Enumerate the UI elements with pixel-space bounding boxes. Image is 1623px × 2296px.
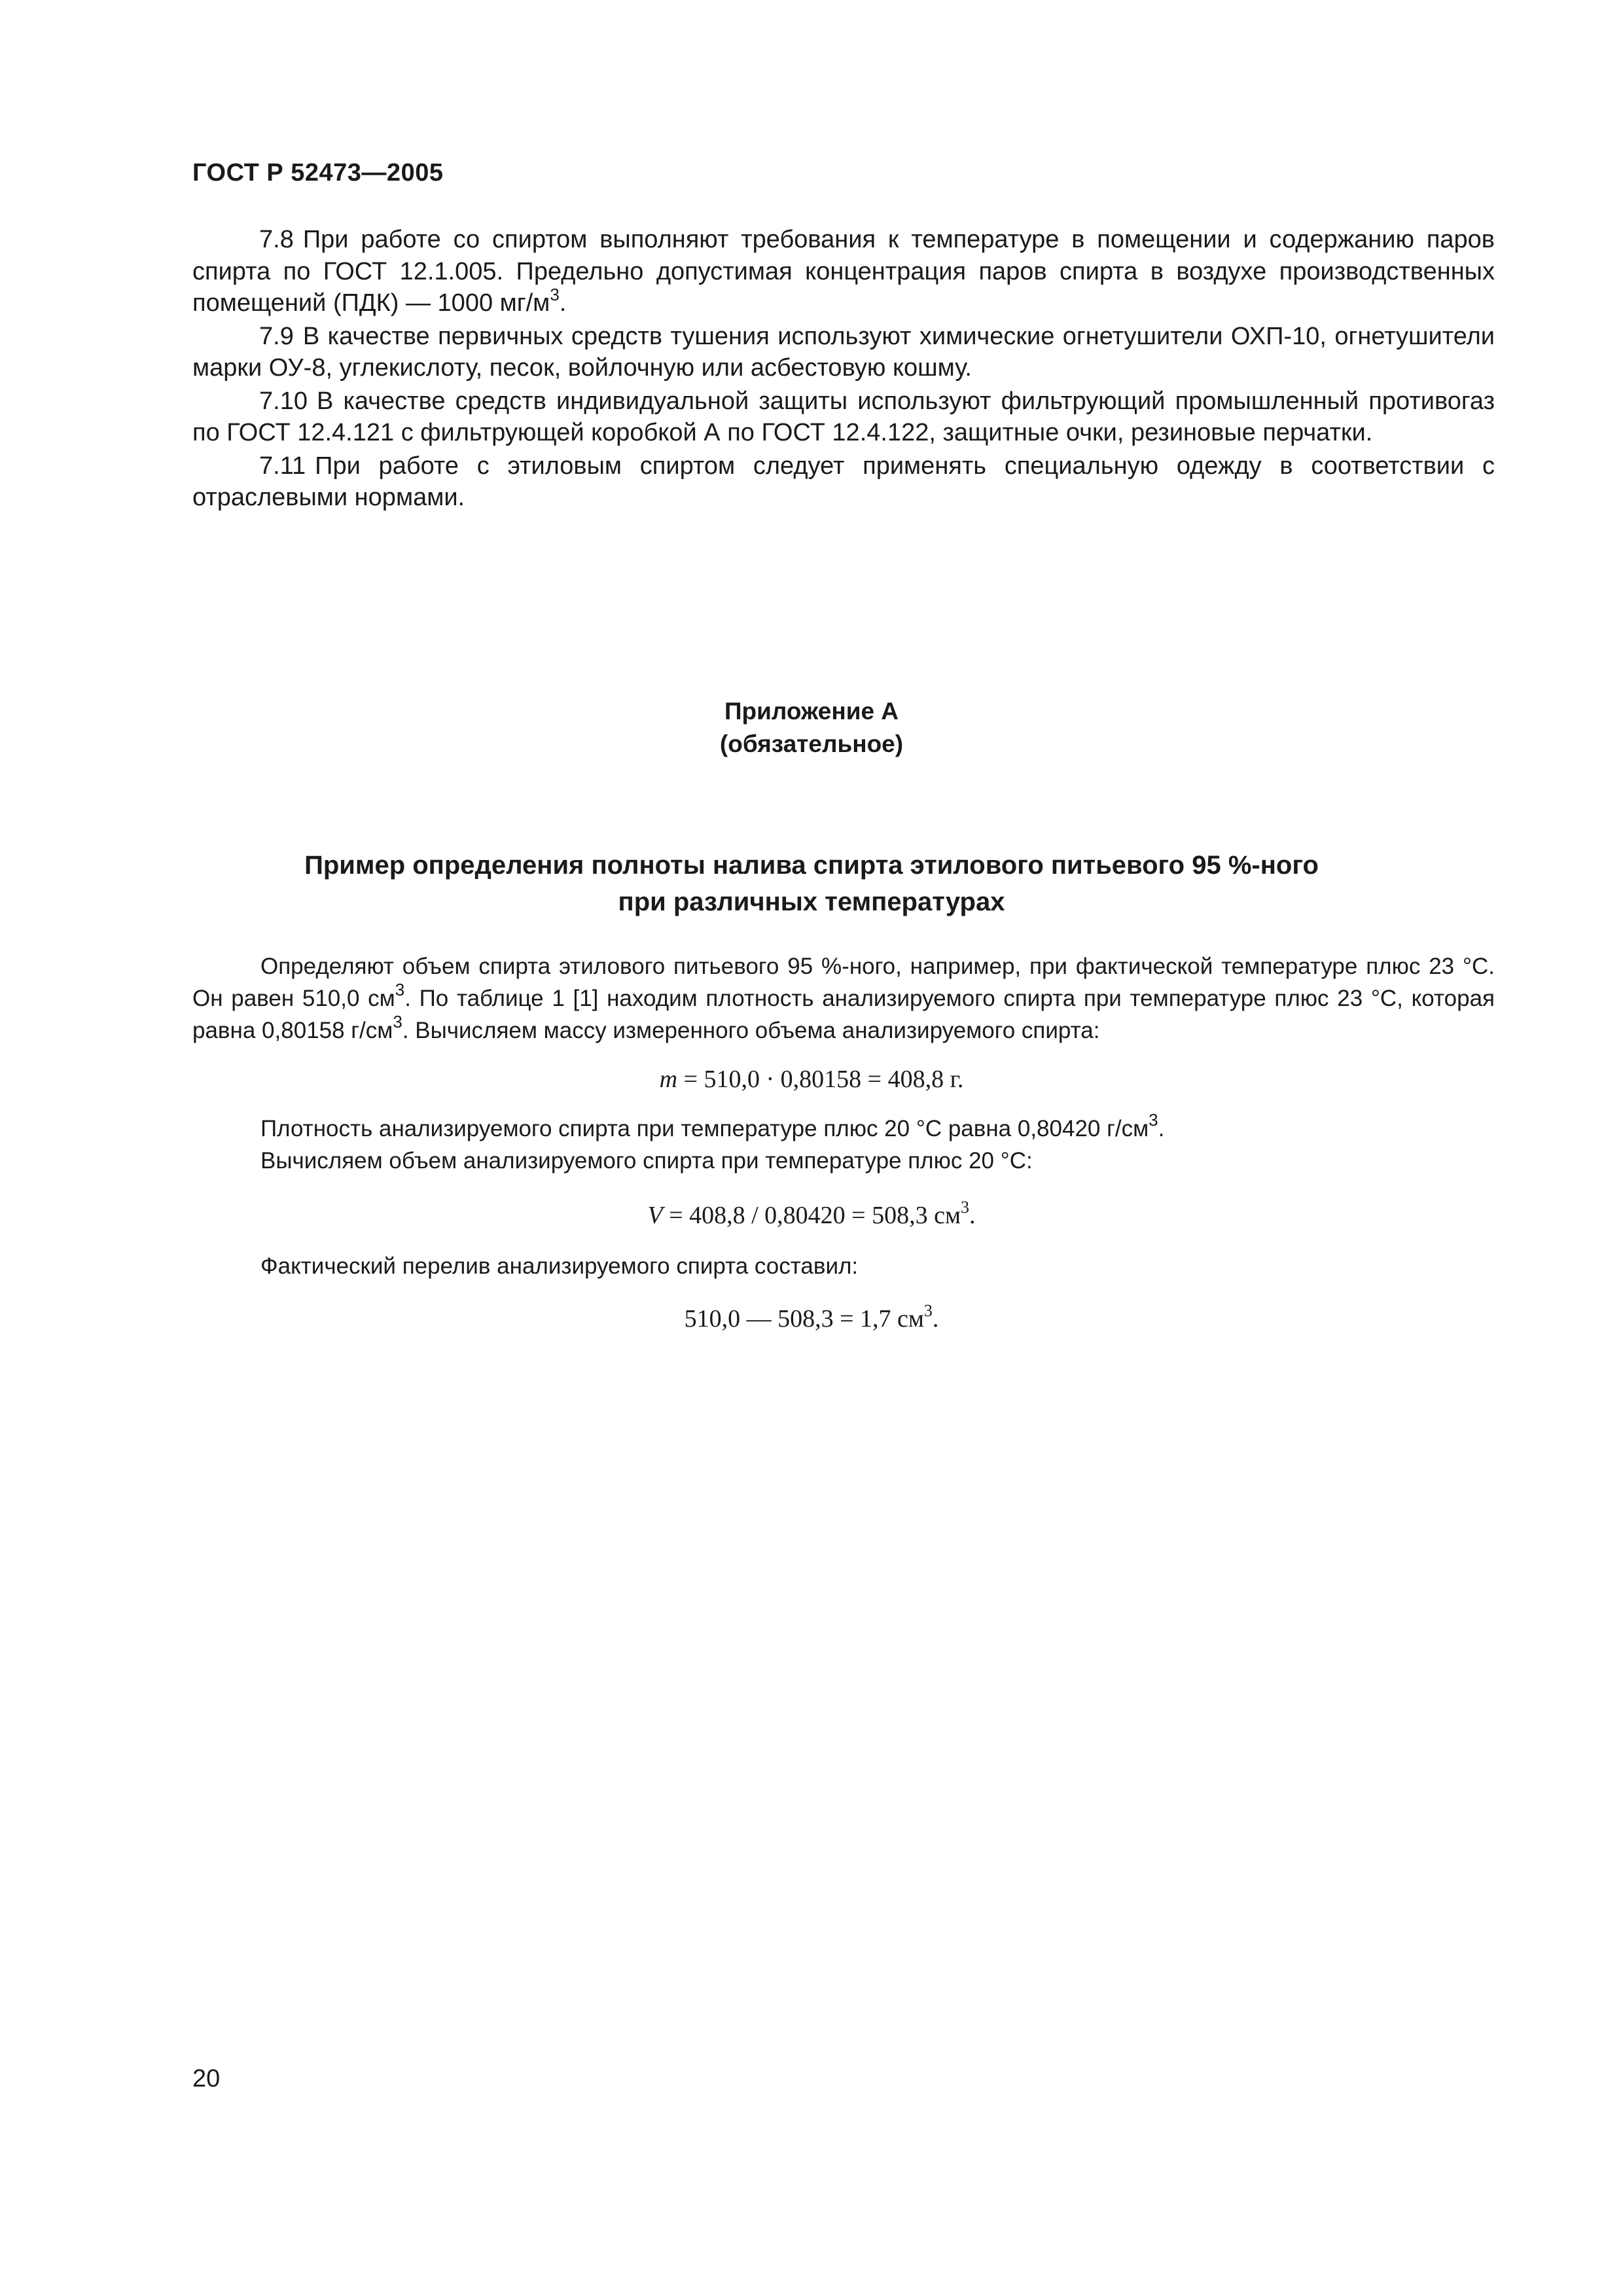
formula-variable: V bbox=[647, 1202, 663, 1229]
example-intro-paragraph bbox=[192, 950, 1495, 1047]
intro-text-c: . Вычисляем массу измеренного объема анализируемого спирта: bbox=[402, 1018, 1100, 1043]
paragraph-number: 7.10 bbox=[259, 387, 308, 415]
superscript: 3 bbox=[393, 1012, 402, 1031]
superscript: 3 bbox=[923, 1301, 933, 1320]
appendix-heading-line-1: Пример определения полноты налива спирта этилового питьевого 95 %-ного bbox=[304, 851, 1319, 880]
document-header: ГОСТ Р 52473—2005 bbox=[192, 159, 444, 187]
formula-variable: m bbox=[659, 1066, 678, 1093]
formula-overflow bbox=[0, 1301, 1623, 1333]
paragraph-text: При работе с этиловым спиртом следует применять специальную одежду в соответствии с отраслевыми нормами. bbox=[192, 452, 1495, 511]
example-intro bbox=[192, 950, 1495, 1047]
overflow-line: Фактический перелив анализируемого спирта составил: bbox=[260, 1253, 859, 1279]
appendix-heading-line-2: при различных температурах bbox=[618, 888, 1005, 916]
paragraph-number: 7.8 bbox=[259, 226, 294, 253]
paragraph-text: В качестве первичных средств тушения используют химические огнетушители ОХП-10, огнетушители марки ОУ-8, углекислоту, песок, войлочную или асбестовую кошму. bbox=[192, 322, 1495, 382]
page-number: 20 bbox=[192, 2065, 221, 2092]
intro-text-a: Определяют объем спирта этилового питьевого 95 %-ного, например, при фактической температуре плюс 23 °С. Он равен 510,0 см bbox=[192, 954, 1495, 1011]
paragraph-7-8 bbox=[192, 224, 1495, 319]
paragraph-7-9 bbox=[192, 321, 1495, 384]
paragraph-number: 7.11 bbox=[259, 452, 306, 480]
punctuation: . bbox=[969, 1202, 976, 1229]
section-7-continued bbox=[192, 224, 1495, 515]
intro-text-b: . По таблице 1 [1] находим плотность анализируемого спирта при температуре плюс 23 °С, которая равна 0,80158 г/см bbox=[192, 986, 1495, 1043]
superscript: 3 bbox=[1149, 1110, 1158, 1130]
paragraph-number: 7.9 bbox=[259, 322, 294, 350]
paragraph-7-11 bbox=[192, 450, 1495, 514]
volume-line: Вычисляем объем анализируемого спирта при температуре плюс 20 °С: bbox=[260, 1148, 1033, 1174]
superscript: 3 bbox=[961, 1198, 970, 1217]
appendix-status: (обязательное) bbox=[719, 730, 904, 757]
appendix-label: Приложение А bbox=[724, 698, 899, 725]
overflow-text-block bbox=[192, 1250, 1495, 1282]
density-line bbox=[192, 1110, 1495, 1145]
superscript: 3 bbox=[550, 285, 560, 304]
punctuation: . bbox=[1158, 1116, 1165, 1141]
punctuation: . bbox=[932, 1305, 939, 1333]
formula-expression: = 408,8 / 0,80420 = 508,3 см bbox=[662, 1202, 961, 1229]
density-and-volume-text bbox=[192, 1110, 1495, 1177]
paragraph-7-10 bbox=[192, 386, 1495, 449]
formula-mass bbox=[0, 1065, 1623, 1094]
formula-expression: 510,0 — 508,3 = 1,7 см bbox=[684, 1305, 924, 1333]
density-text: Плотность анализируемого спирта при температуре плюс 20 °С равна 0,80420 г/см bbox=[260, 1116, 1149, 1141]
paragraph-text: При работе со спиртом выполняют требования к температуре в помещении и содержанию паров спирта по ГОСТ 12.1.005. Предельно допустимая концентрация паров спирта в воздухе производственных помещений (ПДК) — 1000 мг/м bbox=[192, 226, 1495, 317]
paragraph-text: В качестве средств индивидуальной защиты используют фильтрующий промышленный противогаз по ГОСТ 12.4.121 с фильтрующей коробкой А по ГОСТ 12.4.122, защитные очки, резиновые перчатки. bbox=[192, 387, 1495, 446]
superscript: 3 bbox=[395, 980, 405, 999]
formula-expression: = 510,0 · 0,80158 = 408,8 г. bbox=[677, 1066, 964, 1093]
formula-volume bbox=[0, 1198, 1623, 1230]
punctuation: . bbox=[559, 289, 567, 317]
